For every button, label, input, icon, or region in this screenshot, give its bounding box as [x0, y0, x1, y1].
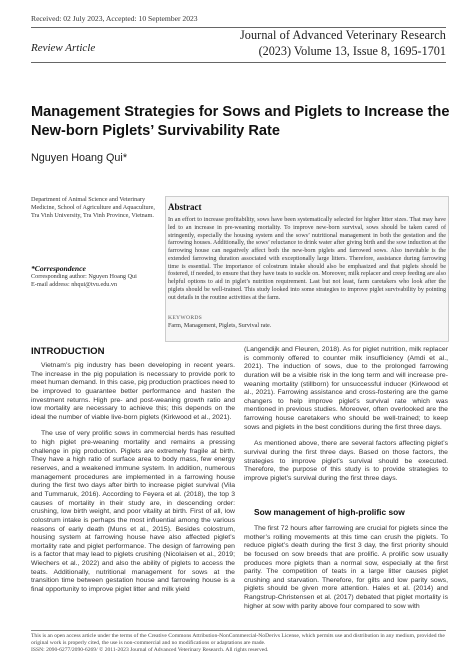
- received-date-line: Received: 02 July 2023, Accepted: 10 September 2023: [31, 14, 198, 23]
- email-address[interactable]: E-mail address: nhqui@tvu.edu.vn: [31, 281, 118, 288]
- introduction-left-column: [31, 362, 235, 595]
- journal-volume-issue: (2023) Volume 13, Issue 8, 1695-1701: [258, 44, 446, 58]
- introduction-heading: INTRODUCTION: [31, 346, 105, 357]
- issn-line: ISSN: 2090-6277/2090-6269/ © 2011-2023 Journal of Advanced Veterinary Research. All rights reserved.: [31, 647, 269, 653]
- journal-name: Journal of Advanced Veterinary Research: [239, 28, 446, 42]
- footer-rule: [31, 630, 446, 631]
- corresponding-author: Corresponding author: Nguyen Hoang Qui: [31, 273, 137, 280]
- header-rule-bottom: [31, 62, 446, 63]
- paragraph: (Langendijk and Fleuren, 2018). As for piglet nutrition, milk replacer is commonly offered to counter milk insufficiency (Amdi et al., 2021). The induction of sows, due to the prolonged farrowing duration will be a visible risk in the long term and will increase pre-weaning mortality (stillborn) for unsuccessful inducer (Kirkwood et al., 2021). Farrowing assistance and cross-fostering are the game changers to help improve piglet’s survival rate which was mentioned in previous studies. Moreover, often overlooked are the farrowing house caretakers who should be well-trained; to keep sows and piglets in the best conditions during the first three days.: [244, 346, 448, 431]
- paragraph: Vietnam’s pig industry has been developing in recent years. The increase in the pig population is necessary to provide pork to meet human demand. In this case, pig production practices need to be improved to guarantee better performance and hasten the investment returns. High pre- and post-weaning growth ratio and low mortality are necessary to achieve this; this depends on the ideal the number of viable live-born piglets (Kirkwood et al., 2021).: [31, 362, 235, 421]
- paragraph: As mentioned above, there are several factors affecting piglet’s survival during the first three days. Based on those factors, the strategies to improve piglet’s survival should be executed. Therefore, the purpose of this study is to provide strategies to improve piglet’s survival during the first three days.: [244, 440, 448, 482]
- footer: [31, 633, 451, 654]
- introduction-right-column: [244, 346, 448, 484]
- header-rule-top: [31, 27, 446, 28]
- abstract-text: In an effort to increase profitability, sows have been systematically selected for higher litter sizes. That may have led to an increase in pre-weaning mortality. To improve new-born survival, sows should be taken cared of stringently, especially the housing system and the sows’ nutritional management in both the gestation and the farrowing houses. Additionally, the sows’ reluctance to drink water after giving birth and the sow induction at the farrowing house can negatively affect both the new-born piglets and farrowed sows. Also inevitable is the extended farrowing duration associated with exceptionally large litters. Therefore, assistance during farrowing time is essential. The importance of colostrum intake should also be emphasized and that piglets should be fostered, if needed, to ensure that they have teats to suckle on. Moreover, milk replacer and creep feeding are also helpful options to aid in piglet’s nutrition requirement. Last but not least, farm caretakers who look after the piglets should be well-trained. This study looked into some strategies to improve piglet survivability by pointing out details in the routine activities at the farm.: [168, 217, 446, 301]
- license-text: This is an open access article under the terms of the Creative Commons Attribution-NonCommercial-NoDerivs License, which permits use and distribution in any medium, provided the original work is properly cited, the use is non-commercial and no modifications or adaptations are made.: [31, 633, 445, 646]
- correspondence-heading: *Correspondence: [31, 264, 86, 273]
- affiliation: Department of Animal Science and Veterinary Medicine, School of Agriculture and Aquaculture, Tra Vinh University, Tra Vinh Province, Vietnam.: [31, 196, 155, 219]
- author-name: Nguyen Hoang Qui*: [31, 152, 128, 164]
- article-title: Management Strategies for Sows and Piglets to Increase the New-born Piglets’ Survivability Rate: [31, 104, 450, 139]
- paragraph: The use of very prolific sows in commercial herds has resulted to high piglet pre-weaning mortality and remains a pressing challenge in pig production. Piglets are extremely fragile at birth. They have a high ratio of surface area to body mass, few energy reserves, and a weakened immune system. In addition, numerous management procedures are implemented in a farrowing house during the first two days after birth to increase piglet survival (Vila and Tummaruk, 2016). According to Feyera et al. (2018), the top 3 causes of mortality in their study are, in descending order: crushing, low birth weight, and poor vitality at birth. First of all, low colostrum intake is perhaps the most influential among the various reasons of early death (Muns et al., 2015). Besides colostrum, housing system at farrowing house have also affected piglet’s mortality rate and piglet performance. The design of farrowing pen is a factor that may lead to piglets crushing (Nicolaisen et al., 2019; Wiechers et al., 2022) and also the ability of piglets to access the teats. Additionally, nutritional management for sows at the transition time between gestation house and farrowing house is a final opportunity to improve piglet litter and milk yield: [31, 430, 235, 594]
- paragraph: The first 72 hours after farrowing are crucial for piglets since the mother’s rolling movements at this time can crush the piglets. To reduce piglet’s death during the first 3 day, the first priority should be focused on sow breeds that are prolific. A prolific sow usually produces more piglets than a normal sow, especially at the first parity. The competition of teats in a large litter causes piglet crushing and starvation. Therefore, for gilts and low parity sows, piglets should be given more attention. Hales et al. (2014) and Rangstrup-Christensen et al. (2017) debated that piglet mortality is higher at sow with parity above four compared to sow with: [244, 525, 448, 610]
- keywords-text: Farm, Management, Piglets, Survival rate.: [168, 323, 272, 329]
- sow-management-heading: Sow management of high-prolific sow: [254, 507, 405, 517]
- sow-management-column: [244, 525, 448, 611]
- article-type: Review Article: [31, 42, 96, 54]
- correspondence-details: [31, 273, 171, 289]
- abstract-heading: Abstract: [168, 202, 202, 212]
- keywords-heading: KEYWORDS: [168, 315, 203, 321]
